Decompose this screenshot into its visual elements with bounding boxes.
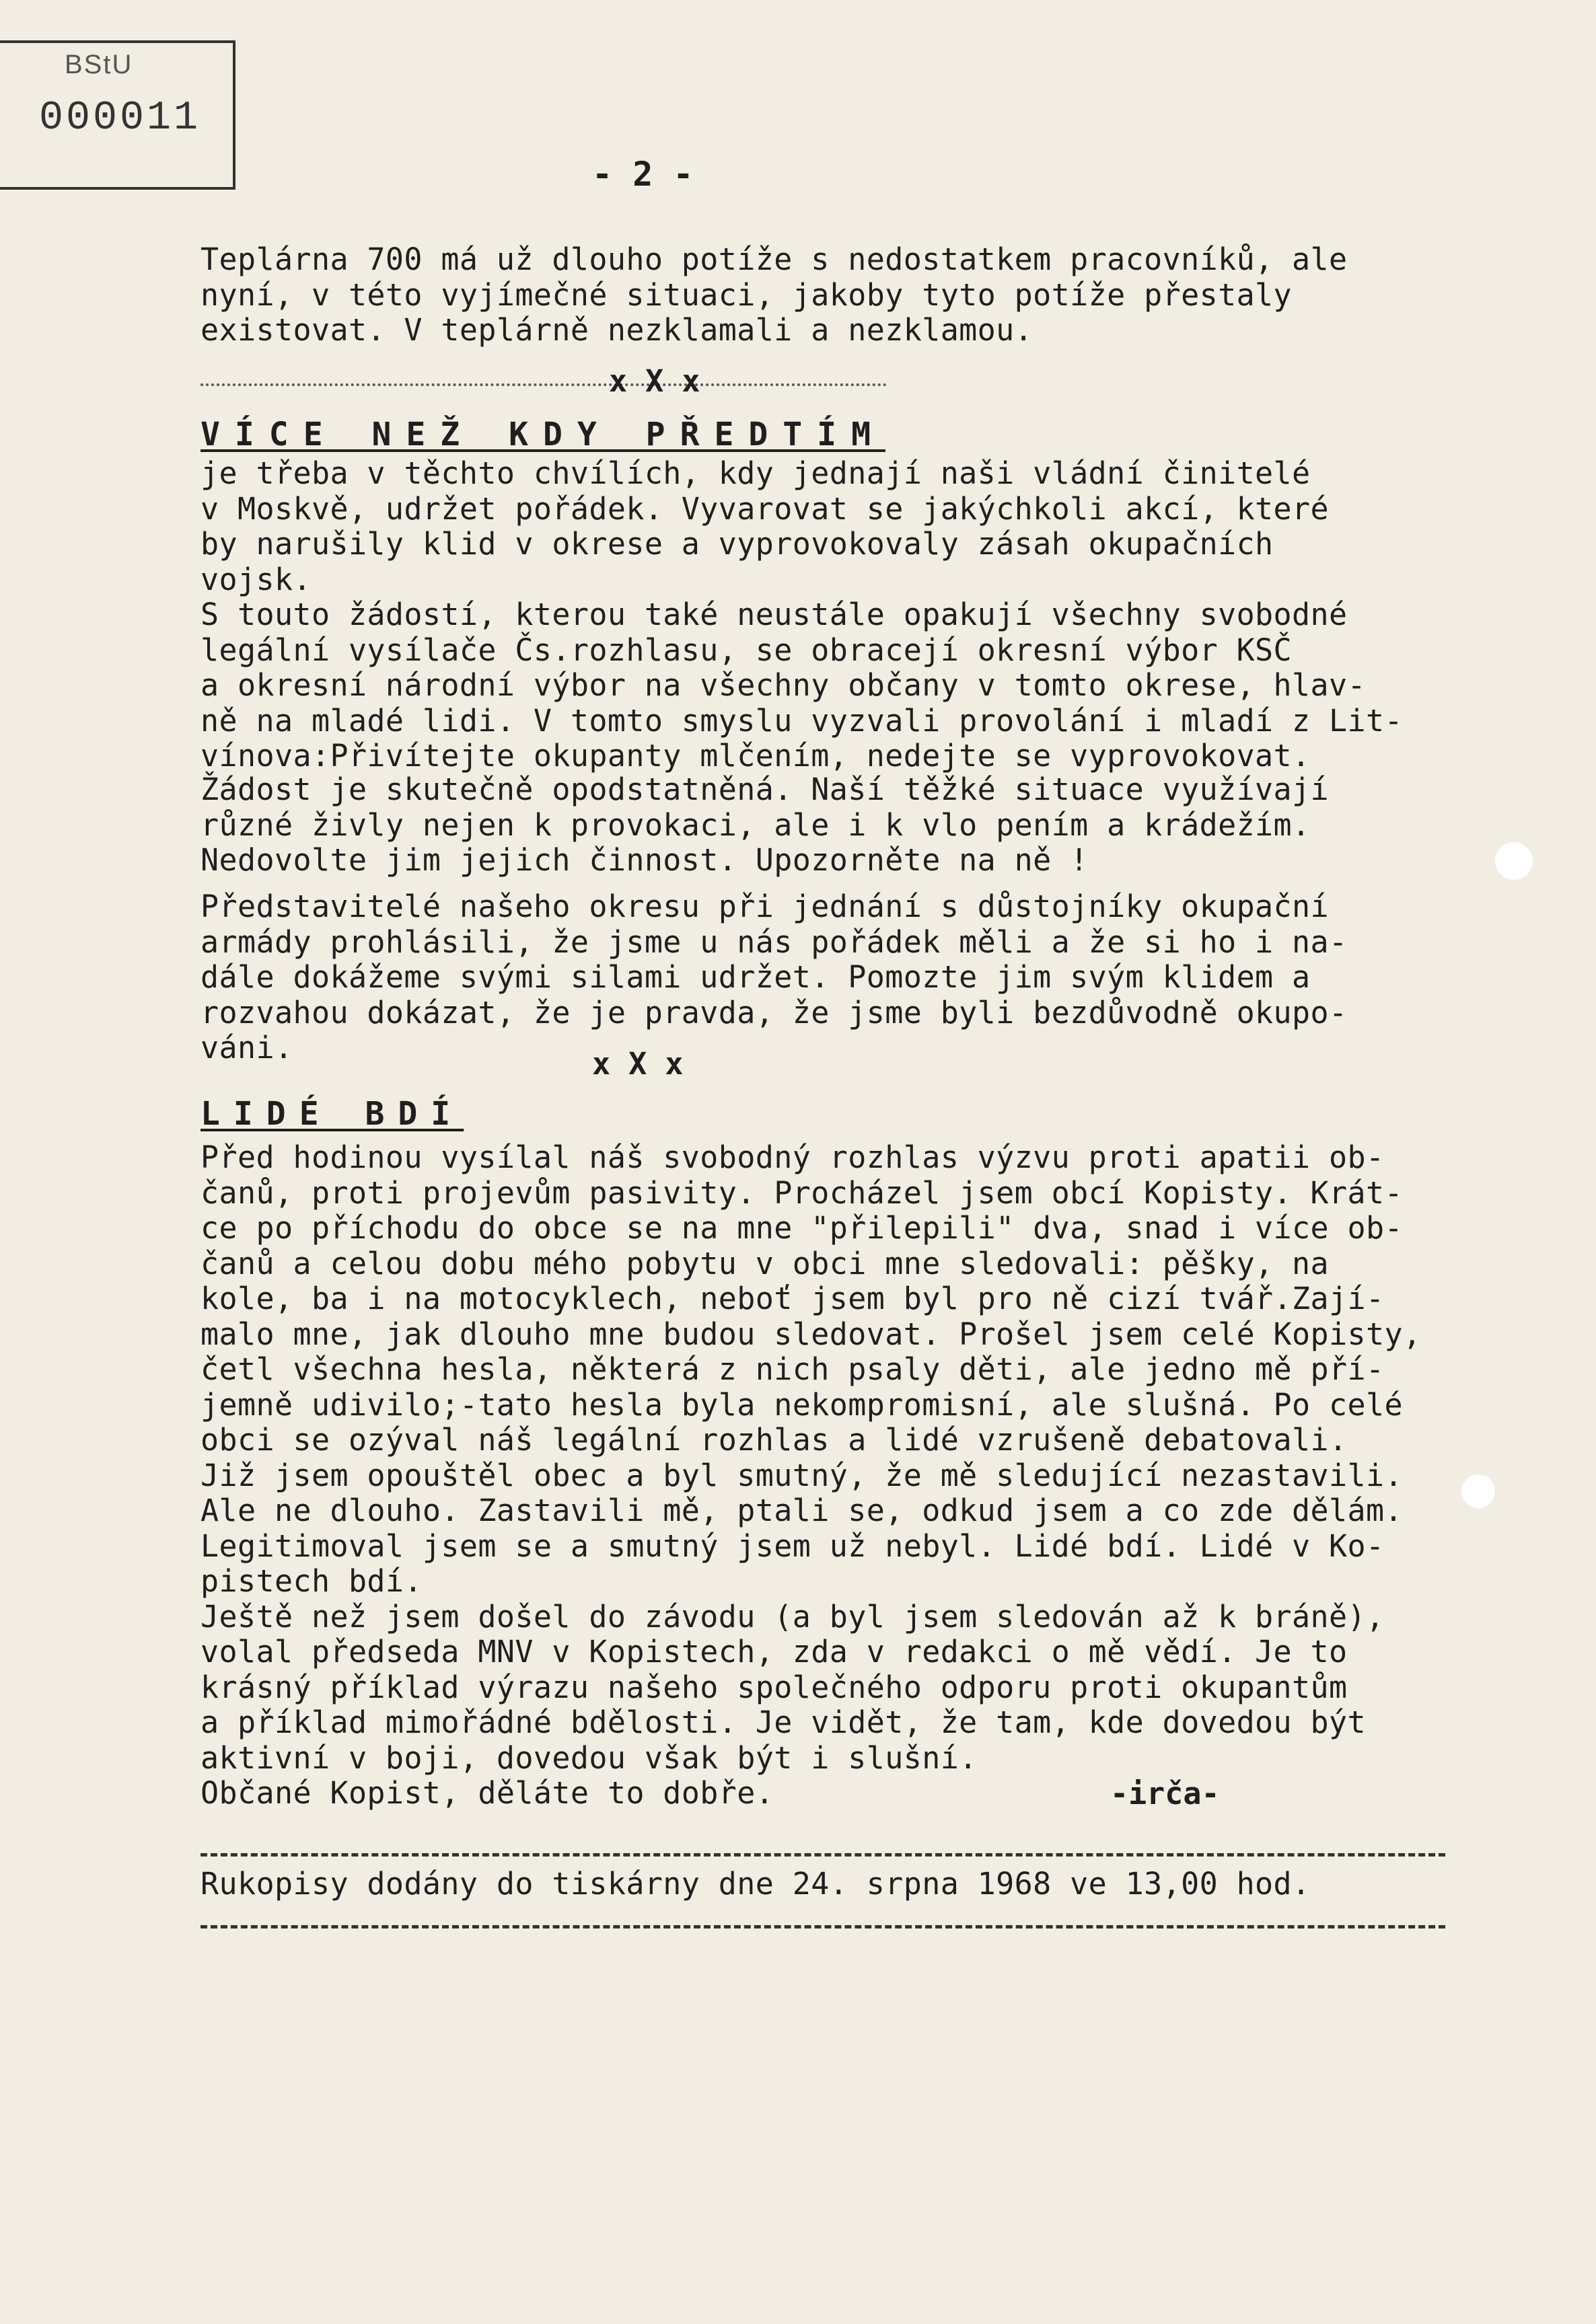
archive-stamp (0, 40, 235, 190)
paragraph-zadost: Žádost je skutečně opodstatněná. Naší těžké situace využívají různé živly nejen k provokaci, ale i k vlo pením a krádežím. Nedovolte jim jejich činnost. Upozorněte na ně ! (201, 772, 1330, 878)
footer-rule-bottom (201, 1925, 1445, 1928)
heading-lide-bdi: LIDÉ BDÍ (201, 1095, 464, 1133)
section-separator: x X x (609, 363, 700, 399)
dotted-divider (201, 383, 887, 386)
footer-rule-top (201, 1853, 1445, 1857)
paragraph-teplarna: Teplárna 700 má už dlouho potíže s nedostatkem pracovníků, ale nyní, v této vyjímečné situaci, jakoby tyto potíže přestaly existovat. V teplárně nezklamali a nezklamou. (201, 241, 1348, 348)
paragraph-predstavitele: Představitelé našeho okresu při jednání s důstojníky okupační armády prohlásili, že jsme u nás pořádek měli a že si ho i na- dále dokážeme svými silami udržet. Pomozte jim svým klidem a rozvahou dokázat, že je pravda, že jsme byli bezdůvodně okupo- váni. (201, 889, 1348, 1065)
paragraph-lide-bdi: Před hodinou vysílal náš svobodný rozhlas výzvu proti apatii ob- čanů, proti projevům pasivity. Procházel jsem obcí Kopisty. Krát- ce po příchodu do obce se na mne "přilepili" dva, snad i více ob- čanů a celou dobu mého pobytu v obci mne sledovali: pěšky, na kole, ba i na motocyklech, neboť jsem byl pro ně cizí tvář.Zají- malo mne, jak dlouho mne budou sledovat. Prošel jsem celé Kopisty, četl všechna hesla, některá z nich psaly děti, ale jedno mě pří- jemně udivilo;-tato hesla byla nekompromisní, ale slušná. Po celé obci se ozýval náš legální rozhlas a lidé vzrušeně debatovali. Již jsem opouštěl obec a byl smutný, že mě sledující nezastavili. Ale ne dlouho. Zastavili mě, ptali se, odkud jsem a co zde dělám. Legitimoval jsem se a smutný jsem už nebyl. Lidé bdí. Lidé v Ko- pistech bdí. Ještě než jsem došel do závodu (a byl jsem sledován až k bráně), volal předseda MNV v Kopistech, zda v redakci o mě vědí. Je to krásný příklad výrazu našeho společného odporu proti okupantům a příklad mimořádné bdělosti. Je vidět, že tam, kde dovedou být aktivní v boji, dovedou však být i slušní. Občané Kopist, děláte to dobře. (201, 1139, 1422, 1811)
heading-vice-nez-kdy-predtim: VÍCE NEŽ KDY PŘEDTÍM (201, 416, 885, 453)
footer-print-note: Rukopisy dodány do tiskárny dne 24. srpna 1968 ve 13,00 hod. (201, 1866, 1311, 1902)
stamp-number: 000011 (39, 96, 201, 141)
section-separator-2: x X x (592, 1046, 684, 1082)
paragraph-udrzet-poradek: je třeba v těchto chvílích, kdy jednají naši vládní činitelé v Moskvě, udržet pořádek. Vyvarovat se jakýchkoli akcí, které by narušily klid v okrese a vyprovokovaly zásah okupačních vojsk. S touto žádostí, kterou také neustále opakují všechny svobodné legální vysílače Čs.rozhlasu, se obracejí okresní výbor KSČ a okresní národní výbor na všechny občany v tomto okrese, hlav- ně na mladé lidi. V tomto smyslu vyzvali provolání i mladí z Lit- vínova:Přivítejte okupanty mlčením, nedejte se vyprovokovat. (201, 455, 1403, 774)
author-signature: -irča- (1110, 1776, 1220, 1811)
page-number: - 2 - (592, 155, 694, 194)
stamp-label: BStU (65, 50, 133, 79)
punch-hole-2 (1461, 1474, 1495, 1508)
punch-hole (1495, 842, 1533, 880)
